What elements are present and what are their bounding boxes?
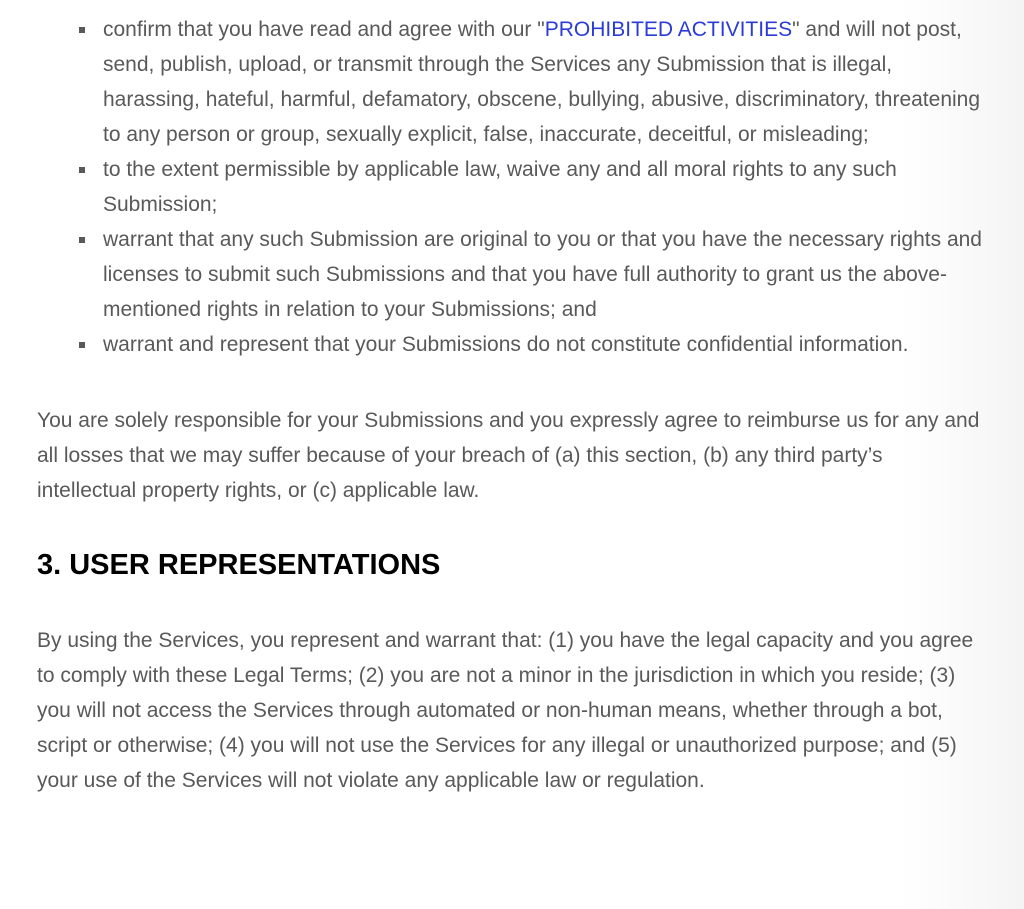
list-item-text: to the extent permissible by applicable law, waive any and all moral rights to any such Submission; xyxy=(103,158,897,216)
submission-responsibility-paragraph: You are solely responsible for your Submissions and you expressly agree to reimburse us for any and all losses that we may suffer because of your breach of (a) this section, (b) any third party’s intellectual property rights, or (c) applicable law. xyxy=(37,409,980,502)
list-item xyxy=(103,152,986,222)
bullet-square-icon xyxy=(79,27,85,33)
bullet-square-icon xyxy=(79,342,85,348)
bullet-square-icon xyxy=(79,167,85,173)
list-item-text-post: " and will not post, send, publish, upload, or transmit through the Services any Submission that is illegal, harassing, hateful, harmful, defamatory, obscene, bullying, abusive, discriminatory, threatening to any person or group, sexually explicit, false, inaccurate, deceitful, or misleading; xyxy=(103,18,981,146)
list-item-text-pre: confirm that you have read and agree with our " xyxy=(103,18,545,41)
prohibited-activities-link[interactable]: PROHIBITED ACTIVITIES xyxy=(544,18,793,41)
list-item xyxy=(103,327,986,362)
submission-obligations-list xyxy=(37,12,986,362)
bullet-square-icon xyxy=(79,237,85,243)
section-heading-user-representations: 3. USER REPRESENTATIONS xyxy=(37,549,441,581)
list-item-text: warrant that any such Submission are original to you or that you have the necessary rights and licenses to submit such Submissions and that you have full authority to grant us the above-mentioned rights in relation to your Submissions; and xyxy=(103,228,982,321)
list-item xyxy=(103,222,986,327)
user-representations-paragraph: By using the Services, you represent and warrant that: (1) you have the legal capacity and you agree to comply with these Legal Terms; (2) you are not a minor in the jurisdiction in which you reside; (3) you will not access the Services through automated or non-human means, whether through a bot, script or otherwise; (4) you will not use the Services for any illegal or unauthorized purpose; and (5) your use of the Services will not violate any applicable law or regulation. xyxy=(37,629,974,792)
list-item xyxy=(103,12,986,152)
list-item-text: warrant and represent that your Submissions do not constitute confidential information. xyxy=(103,333,909,356)
